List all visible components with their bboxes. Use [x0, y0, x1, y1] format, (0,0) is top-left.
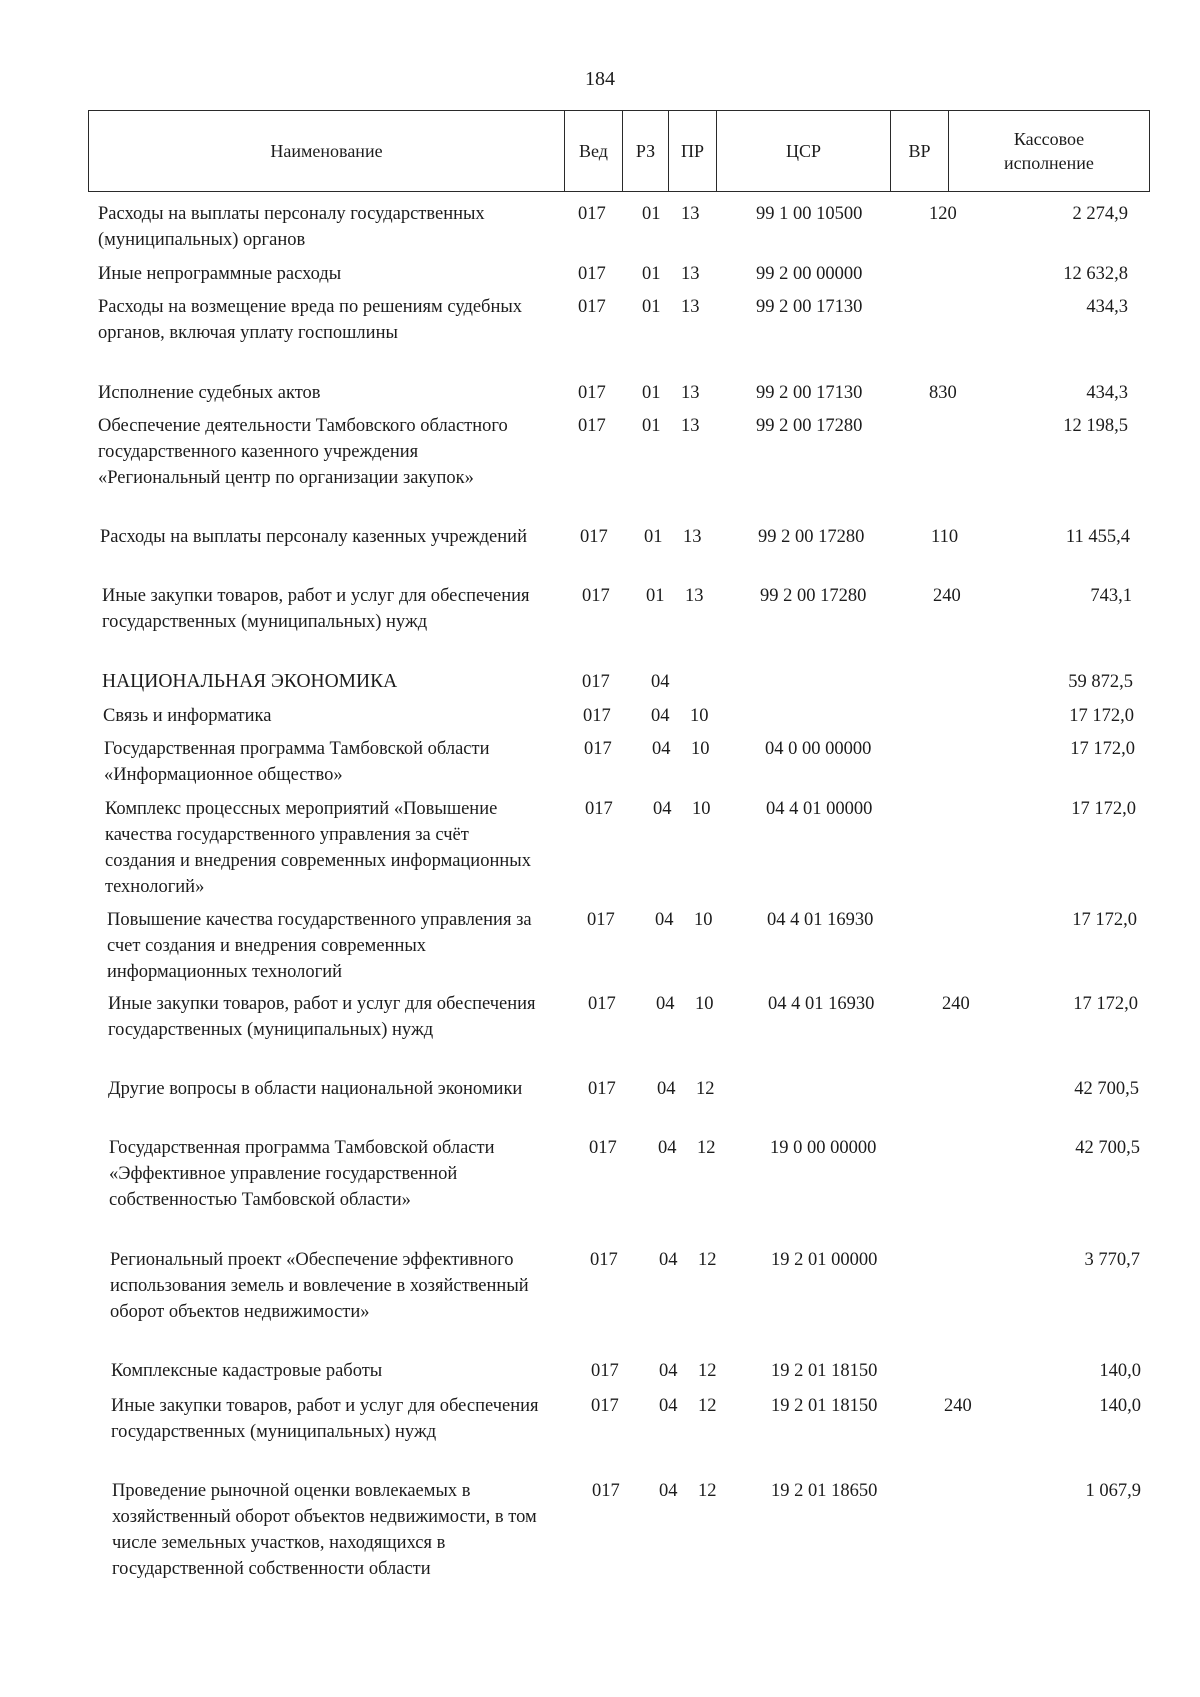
row-rz: 04 — [653, 799, 672, 819]
header-amount: Кассовое исполнение — [1004, 129, 1094, 173]
row-name: Проведение рыночной оценки вовлекаемых в хозяйственный оборот объектов недвижимости, в том числе земельных участков, находящихся в государственной собственности области — [112, 1481, 537, 1579]
row-vr: 120 — [929, 204, 957, 224]
row-pr: 12 — [696, 1079, 715, 1099]
row-vr: 240 — [944, 1396, 972, 1416]
row-ved: 017 — [587, 910, 615, 930]
row-rz: 01 — [642, 204, 661, 224]
row-ved: 017 — [578, 264, 606, 284]
row-amount: 59 872,5 — [1068, 672, 1133, 692]
header-vr: ВР — [891, 111, 949, 191]
row-csr: 04 4 01 00000 — [766, 799, 873, 819]
row-name: Иные непрограммные расходы — [98, 264, 342, 284]
row-rz: 01 — [642, 416, 661, 436]
header-rz: РЗ — [623, 111, 669, 191]
row-amount: 743,1 — [1090, 586, 1132, 606]
row-ved: 017 — [578, 416, 606, 436]
row-rz: 01 — [646, 586, 665, 606]
row-ved: 017 — [588, 1079, 616, 1099]
row-rz: 04 — [659, 1361, 678, 1381]
row-ved: 017 — [582, 672, 610, 692]
row-amount: 17 172,0 — [1072, 910, 1137, 930]
header-pr: ПР — [669, 111, 717, 191]
row-rz: 01 — [644, 527, 663, 547]
row-name: Повышение качества государственного управления за счет создания и внедрения современных информационных технологий — [107, 910, 532, 982]
row-name: Связь и информатика — [103, 706, 272, 726]
row-csr: 99 2 00 00000 — [756, 264, 863, 284]
row-csr: 19 2 01 18150 — [771, 1396, 878, 1416]
row-csr: 99 1 00 10500 — [756, 204, 863, 224]
row-csr: 19 0 00 00000 — [770, 1138, 877, 1158]
row-pr: 12 — [698, 1481, 717, 1501]
row-amount: 17 172,0 — [1069, 706, 1134, 726]
row-ved: 017 — [589, 1138, 617, 1158]
row-rz: 04 — [659, 1250, 678, 1270]
row-rz: 04 — [655, 910, 674, 930]
row-csr: 99 2 00 17280 — [758, 527, 865, 547]
row-name: Комплексные кадастровые работы — [111, 1361, 383, 1381]
row-name: Региональный проект «Обеспечение эффективного использования земель и вовлечение в хозяйственный оборот объектов недвижимости» — [110, 1250, 529, 1322]
row-rz: 04 — [658, 1138, 677, 1158]
row-pr: 10 — [694, 910, 713, 930]
row-amount: 42 700,5 — [1074, 1079, 1139, 1099]
row-name: Расходы на возмещение вреда по решениям судебных органов, включая уплату госпошлины — [98, 297, 523, 343]
row-vr: 110 — [931, 527, 959, 547]
row-rz: 04 — [652, 739, 671, 759]
row-ved: 017 — [578, 297, 606, 317]
row-ved: 017 — [591, 1361, 619, 1381]
row-rz: 04 — [659, 1396, 678, 1416]
row-ved: 017 — [588, 994, 616, 1014]
row-pr: 13 — [681, 264, 700, 284]
row-rz: 04 — [659, 1481, 678, 1501]
row-vr: 240 — [942, 994, 970, 1014]
row-rz: 01 — [642, 297, 661, 317]
row-pr: 13 — [681, 416, 700, 436]
row-rz: 04 — [651, 672, 670, 692]
row-rz: 04 — [651, 706, 670, 726]
row-rz: 01 — [642, 264, 661, 284]
row-ved: 017 — [578, 383, 606, 403]
row-amount: 3 770,7 — [1084, 1250, 1140, 1270]
row-name: Иные закупки товаров, работ и услуг для обеспечения государственных (муниципальных) нужд — [111, 1396, 539, 1442]
header-ved: Вед — [565, 111, 623, 191]
row-amount: 42 700,5 — [1075, 1138, 1140, 1158]
row-ved: 017 — [582, 586, 610, 606]
row-csr: 19 2 01 18650 — [771, 1481, 878, 1501]
row-csr: 99 2 00 17130 — [756, 383, 863, 403]
row-amount: 12 632,8 — [1063, 264, 1128, 284]
row-pr: 10 — [692, 799, 711, 819]
row-amount: 17 172,0 — [1071, 799, 1136, 819]
row-pr: 13 — [681, 383, 700, 403]
row-pr: 12 — [697, 1138, 716, 1158]
row-rz: 04 — [656, 994, 675, 1014]
row-pr: 12 — [698, 1361, 717, 1381]
row-name: Другие вопросы в области национальной экономики — [108, 1079, 523, 1099]
row-name: Государственная программа Тамбовской области «Информационное общество» — [104, 739, 490, 785]
row-amount: 12 198,5 — [1063, 416, 1128, 436]
row-name: Обеспечение деятельности Тамбовского областного государственного казенного учреждения «Региональный центр по организации закупок» — [98, 416, 508, 488]
row-amount: 11 455,4 — [1065, 527, 1130, 547]
row-csr: 19 2 01 00000 — [771, 1250, 878, 1270]
row-name: Государственная программа Тамбовской области «Эффективное управление государственной собственностью Тамбовской области» — [109, 1138, 495, 1210]
row-ved: 017 — [590, 1250, 618, 1270]
row-csr: 19 2 01 18150 — [771, 1361, 878, 1381]
row-csr: 99 2 00 17130 — [756, 297, 863, 317]
row-name: Комплекс процессных мероприятий «Повышение качества государственного управления за счёт создания и внедрения современных информационных технологий» — [105, 799, 531, 897]
row-name: Расходы на выплаты персоналу казенных учреждений — [100, 527, 527, 547]
row-name: Иные закупки товаров, работ и услуг для обеспечения государственных (муниципальных) нужд — [102, 586, 530, 632]
row-pr: 10 — [691, 739, 710, 759]
row-vr: 830 — [929, 383, 957, 403]
row-name: Исполнение судебных актов — [98, 383, 321, 403]
row-ved: 017 — [584, 739, 612, 759]
header-name: Наименование — [89, 111, 565, 191]
row-amount: 17 172,0 — [1073, 994, 1138, 1014]
row-name: НАЦИОНАЛЬНАЯ ЭКОНОМИКА — [102, 671, 398, 692]
row-ved: 017 — [583, 706, 611, 726]
row-csr: 04 0 00 00000 — [765, 739, 872, 759]
row-amount: 1 067,9 — [1085, 1481, 1141, 1501]
row-amount: 140,0 — [1099, 1396, 1141, 1416]
row-ved: 017 — [580, 527, 608, 547]
row-rz: 04 — [657, 1079, 676, 1099]
page-number: 184 — [585, 68, 615, 90]
row-name: Иные закупки товаров, работ и услуг для обеспечения государственных (муниципальных) нужд — [108, 994, 536, 1040]
row-amount: 434,3 — [1086, 297, 1128, 317]
row-pr: 13 — [685, 586, 704, 606]
row-vr: 240 — [933, 586, 961, 606]
row-csr: 04 4 01 16930 — [767, 910, 874, 930]
row-pr: 12 — [698, 1250, 717, 1270]
row-rz: 01 — [642, 383, 661, 403]
row-amount: 2 274,9 — [1072, 204, 1128, 224]
row-amount: 140,0 — [1099, 1361, 1141, 1381]
row-ved: 017 — [578, 204, 606, 224]
row-csr: 99 2 00 17280 — [760, 586, 867, 606]
row-amount: 17 172,0 — [1070, 739, 1135, 759]
row-pr: 13 — [683, 527, 702, 547]
row-amount: 434,3 — [1086, 383, 1128, 403]
row-pr: 10 — [695, 994, 714, 1014]
row-pr: 13 — [681, 204, 700, 224]
row-pr: 10 — [690, 706, 709, 726]
row-pr: 12 — [698, 1396, 717, 1416]
row-ved: 017 — [591, 1396, 619, 1416]
row-name: Расходы на выплаты персоналу государственных (муниципальных) органов — [98, 204, 485, 250]
header-csr: ЦСР — [717, 111, 891, 191]
row-pr: 13 — [681, 297, 700, 317]
row-csr: 04 4 01 16930 — [768, 994, 875, 1014]
row-ved: 017 — [585, 799, 613, 819]
row-ved: 017 — [592, 1481, 620, 1501]
row-csr: 99 2 00 17280 — [756, 416, 863, 436]
